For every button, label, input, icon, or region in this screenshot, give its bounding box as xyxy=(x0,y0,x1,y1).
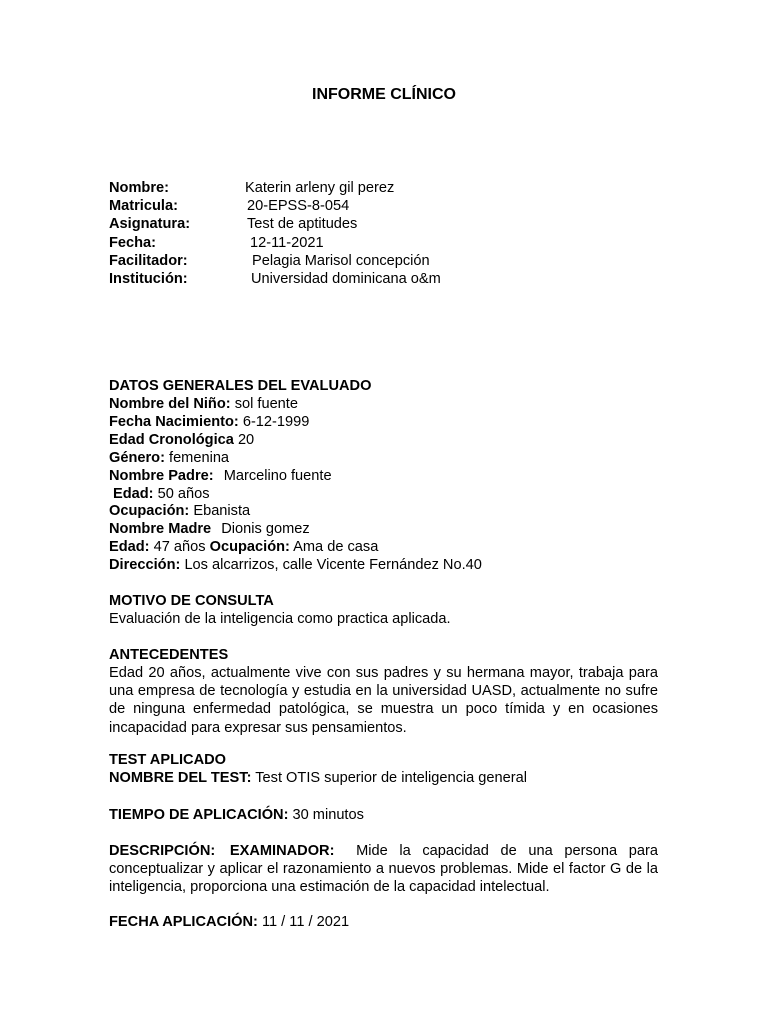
mother-age-label: Edad: xyxy=(109,539,150,555)
id-label: Fecha: xyxy=(109,234,157,251)
age-line xyxy=(109,431,254,449)
father-job-label: Ocupación: xyxy=(109,503,190,519)
mother-age-value: 47 años xyxy=(153,539,206,555)
child-name-value: sol fuente xyxy=(234,396,298,412)
id-value: 20-EPSS-8-054 xyxy=(247,198,350,215)
test-name-label: NOMBRE DEL TEST: xyxy=(109,770,252,786)
father-age-line xyxy=(113,485,210,503)
father-line xyxy=(109,467,332,485)
birth-line xyxy=(109,413,309,431)
test-heading: TEST APLICADO xyxy=(109,752,227,768)
test-description-label: DESCRIPCIÓN: EXAMINADOR: xyxy=(109,843,335,859)
id-value: Katerin arleny gil perez xyxy=(245,180,395,196)
address-line xyxy=(109,556,482,574)
background-heading: ANTECEDENTES xyxy=(109,647,229,663)
id-value: Pelagia Marisol concepción xyxy=(252,252,430,269)
birth-label: Fecha Nacimiento: xyxy=(109,414,239,430)
mother-job-label: Ocupación: xyxy=(209,539,290,555)
address-label: Dirección: xyxy=(109,557,181,573)
test-date-line xyxy=(109,913,349,931)
child-name-line xyxy=(109,395,298,413)
test-description xyxy=(109,842,658,897)
general-heading: DATOS GENERALES DEL EVALUADO xyxy=(109,378,372,394)
birth-value: 6-12-1999 xyxy=(242,414,310,430)
consult-heading: MOTIVO DE CONSULTA xyxy=(109,593,274,609)
page-title: INFORME CLÍNICO xyxy=(312,86,456,103)
test-time-label: TIEMPO DE APLICACIÓN: xyxy=(109,807,289,823)
mother-line xyxy=(109,520,310,538)
mother-details-line xyxy=(109,538,378,556)
id-label: Matricula: xyxy=(109,198,178,215)
id-label: Institución: xyxy=(109,270,188,287)
test-description-text: Mide la capacidad de una persona para conceptualizar y aplicar el razonamiento a nuevos problemas. Mide el factor G de la inteligencia, proporciona una estimación de la capacidad intelectual. xyxy=(109,843,658,896)
test-date-value: 11 / 11 / 2021 xyxy=(261,914,350,930)
test-name-value: Test OTIS superior de inteligencia general xyxy=(255,770,527,786)
consult-text: Evaluación de la inteligencia como practica aplicada. xyxy=(109,611,451,627)
mother-value: Dionis gomez xyxy=(221,521,310,537)
test-time-value: 30 minutos xyxy=(292,807,364,823)
age-value: 20 xyxy=(237,432,255,448)
id-value: Universidad dominicana o&m xyxy=(251,270,441,287)
age-label: Edad Cronológica xyxy=(109,432,234,448)
father-value: Marcelino fuente xyxy=(223,468,332,484)
father-age-label: Edad: xyxy=(113,486,154,502)
test-date-label: FECHA APLICACIÓN: xyxy=(109,914,258,930)
test-time-line xyxy=(109,806,364,824)
gender-label: Género: xyxy=(109,450,165,466)
father-job-line xyxy=(109,502,250,520)
test-name-line xyxy=(109,769,527,787)
id-value: 12-11-2021 xyxy=(250,234,324,251)
id-value: Test de aptitudes xyxy=(247,216,358,233)
gender-value: femenina xyxy=(169,450,230,466)
address-value: Los alcarrizos, calle Vicente Fernández No.40 xyxy=(184,557,482,573)
child-name-label: Nombre del Niño: xyxy=(109,396,231,412)
father-job-value: Ebanista xyxy=(193,503,251,519)
id-label: Asignatura: xyxy=(109,216,191,233)
id-label: Nombre: xyxy=(109,180,169,196)
gender-line xyxy=(109,449,229,467)
mother-job-value: Ama de casa xyxy=(293,539,379,555)
father-age-value: 50 años xyxy=(157,486,210,502)
background-text: Edad 20 años, actualmente vive con sus padres y su hermana mayor, trabaja para una empresa de tecnología y estudia en la universidad UASD, actualmente no sufre de ninguna enfermedad patológica, se muestra un poco tímida y en ocasiones incapacidad para expresar sus pensamientos. xyxy=(109,665,658,736)
father-label: Nombre Padre: xyxy=(109,468,214,484)
mother-label: Nombre Madre xyxy=(109,521,212,537)
id-label: Facilitador: xyxy=(109,252,188,269)
